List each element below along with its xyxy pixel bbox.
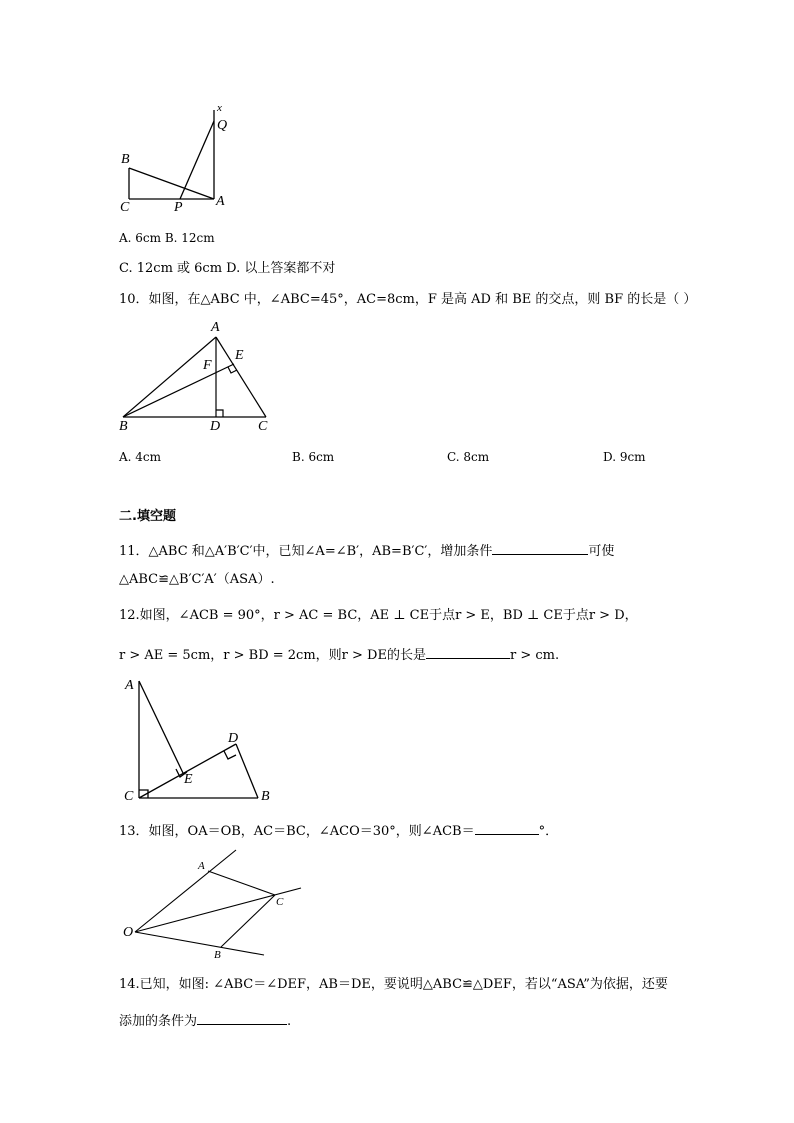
segment-ac-13 — [208, 871, 275, 895]
q14-line1: 14.已知，如图: ∠ABC＝∠DEF，AB＝DE，要说明△ABC≌△DEF，若以“ASA”为依据，还要 — [119, 977, 668, 992]
q11-text-a: 11．△ABC 和△A′B′C′中，已知∠A=∠B′，AB=B′C′，增加条件 — [119, 544, 493, 559]
q12-text-a: r > AE = 5cm，r > BD = 2cm，则r > DE的长是 — [119, 648, 426, 663]
label-c-12: C — [124, 789, 134, 804]
q10-text: 10．如图，在△ABC 中，∠ABC=45°，AC=8cm，F 是高 AD 和 BE 的交点，则 BF 的长是（ ） — [119, 292, 697, 307]
label-d-10: D — [210, 419, 221, 434]
label-a: A — [216, 194, 225, 209]
label-b-10: B — [119, 419, 128, 434]
label-o-13: O — [123, 925, 134, 940]
q14-answer-blank[interactable] — [197, 1012, 287, 1025]
q14-line2 — [119, 1012, 291, 1030]
q11-line2: △ABC≌△B′C′A′（ASA）. — [119, 572, 275, 587]
label-a-12: A — [125, 678, 134, 693]
q10-option-b: B. 6cm — [292, 450, 335, 464]
label-a-13: A — [198, 860, 205, 872]
label-c-13: C — [276, 896, 284, 908]
q13-text-a: 13．如图，OA＝OB，AC＝BC，∠ACO＝30°，则∠ACB＝ — [119, 824, 475, 839]
q14-text-b: . — [287, 1014, 292, 1029]
q9-options-line2: C. 12cm 或 6cm D. 以上答案都不对 — [119, 261, 336, 276]
label-x: x — [217, 102, 222, 114]
label-e-12: E — [184, 772, 193, 787]
label-e-10: E — [235, 348, 244, 363]
label-d-12: D — [228, 731, 239, 746]
section-title: 二.填空题 — [119, 509, 176, 524]
label-b-12: B — [261, 789, 270, 804]
label-c-10: C — [258, 419, 268, 434]
q13-text-b: °． — [538, 824, 559, 839]
q14-text-a: 添加的条件为 — [119, 1014, 198, 1029]
segment-bc-13 — [221, 895, 275, 947]
q11-text-b: 可使 — [588, 544, 615, 559]
q12-text-b: r > cm. — [509, 648, 560, 663]
label-q: Q — [217, 118, 228, 133]
label-p: P — [174, 200, 183, 215]
q10-option-a: A. 4cm — [119, 450, 162, 464]
q10-option-d: D. 9cm — [603, 450, 646, 464]
label-a-10: A — [211, 320, 220, 335]
label-b: B — [121, 152, 130, 167]
ray-oa — [135, 850, 236, 932]
label-c: C — [120, 200, 130, 215]
q10-option-c: C. 8cm — [447, 450, 490, 464]
q9-options-line1: A. 6cm B. 12cm — [119, 231, 215, 245]
label-f-10: F — [203, 358, 212, 373]
ray-ob — [135, 932, 264, 955]
q12-line1: 12.如图，∠ACB = 90°，r > AC = BC，AE ⊥ CE于点r > E，BD ⊥ CE于点r > D， — [119, 608, 638, 623]
label-b-13: B — [214, 949, 221, 961]
